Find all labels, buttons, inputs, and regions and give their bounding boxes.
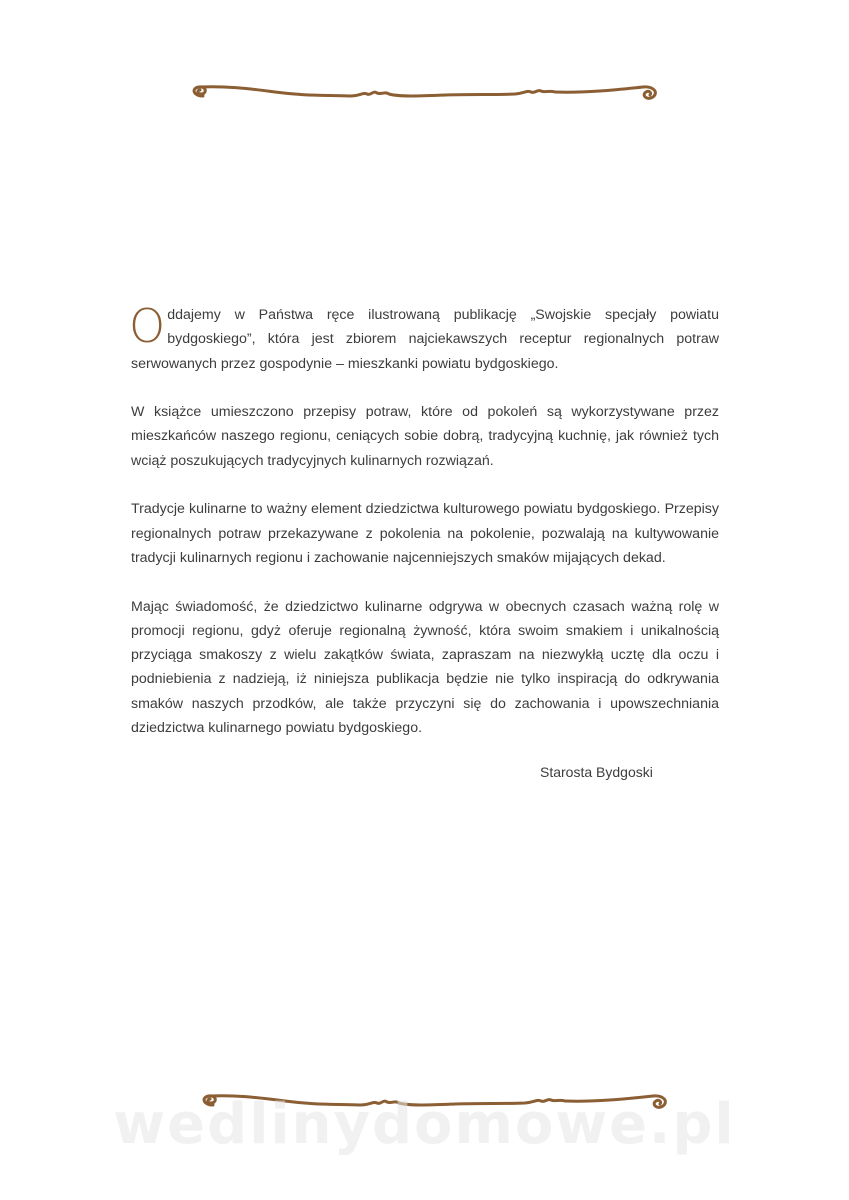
watermark: wedlinydomowe.pl [113, 1092, 736, 1157]
dropcap-letter: O [129, 299, 166, 353]
paragraph-1-text: ddajemy w Państwa ręce ilustrowaną publikację „Swojskie specjały powiatu bydgoskiego”, która jest zbiorem najciekawszych receptur regionalnych potraw serwowanych przez gospodynie – mieszkanki powiatu bydgoskiego. [131, 307, 719, 372]
paragraph-4: Mając świadomość, że dziedzictwo kulinarne odgrywa w obecnych czasach ważną rolę w promocji regionu, gdyż oferuje regionalną żywność, która swoim smakiem i unikalnością przyciąga smakoszy z wielu zakątków świata, zapraszam na niezwykłą ucztę dla oczu i podniebienia z nadzieją, iż niniejsza publikacja będzie nie tylko inspiracją do odkrywania smaków naszych przodków, ale także przyczyni się do zachowania i upowszechniania dziedzictwa kulinarnego powiatu bydgoskiego. [131, 598, 719, 737]
paragraph-2: W książce umieszczono przepisy potraw, które od pokoleń są wykorzystywane przez mieszkańców naszego regionu, ceniących sobie dobrą, tradycyjną kuchnię, jak również tych wciąż poszukujących tradycyjnych kulinarnych rozwiązań. [131, 404, 719, 469]
paragraph-1 [129, 299, 719, 376]
signature: Starosta Bydgoski [540, 764, 653, 780]
letter-body [129, 299, 719, 765]
top-ornament [185, 82, 665, 106]
flourish-divider-icon [185, 82, 665, 106]
paragraph-3: Tradycje kulinarne to ważny element dziedzictwa kulturowego powiatu bydgoskiego. Przepisy regionalnych potraw przekazywane z pokolenia na pokolenie, pozwalają na kultywowanie tradycji kulinarnych regionu i zachowanie najcenniejszych smaków mijających dekad. [131, 501, 719, 566]
